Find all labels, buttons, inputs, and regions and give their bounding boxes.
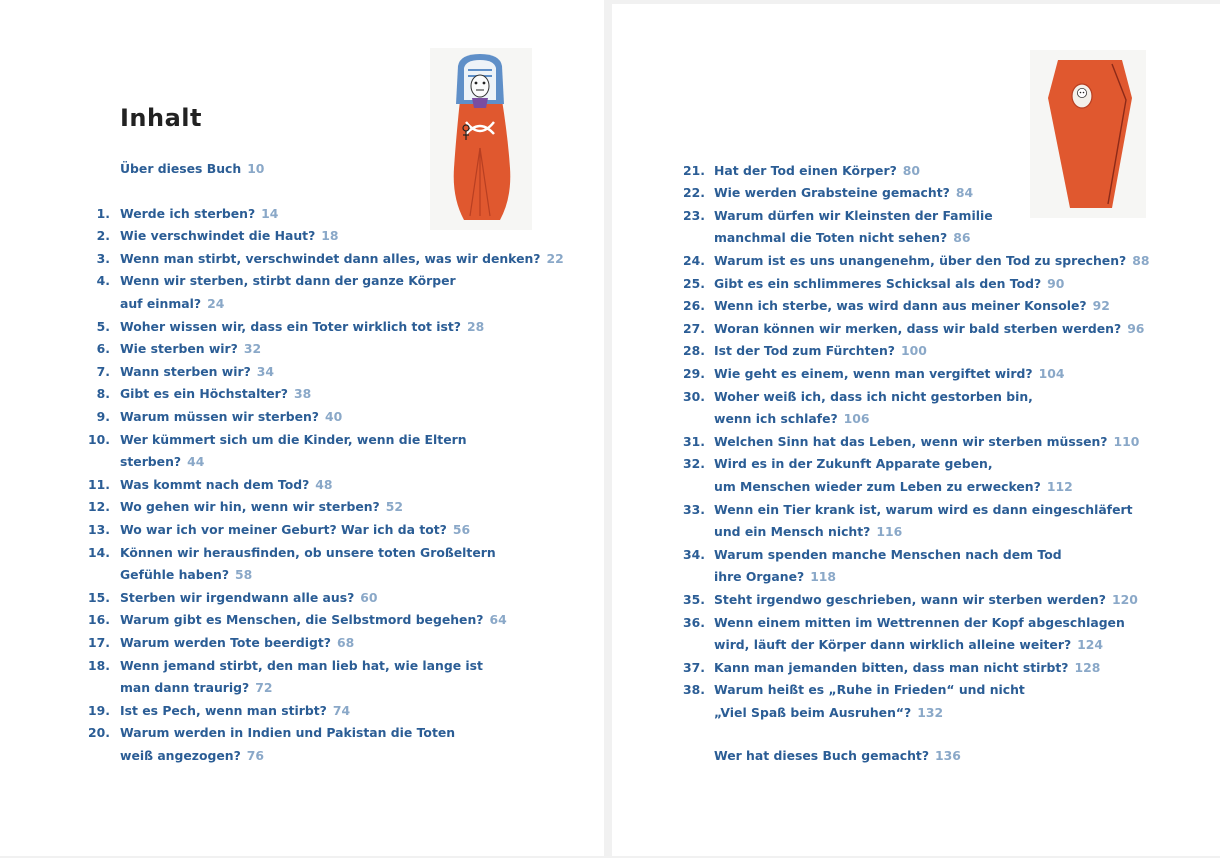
entry-text: Was kommt nach dem Tod?: [120, 476, 310, 492]
page-number: 44: [187, 454, 205, 470]
page-number: 80: [902, 162, 921, 178]
entry-number: 7.: [96, 363, 110, 379]
entry-number: 3.: [96, 250, 110, 266]
contents-entry[interactable]: [675, 499, 1133, 544]
entry-text: Hat der Tod einen Körper?: [714, 162, 897, 178]
entry-number: 16.: [88, 612, 110, 628]
page-number: 76: [246, 747, 265, 763]
entry-text: Gibt es ein schlimmeres Schicksal als den Tod?: [714, 275, 1042, 291]
contents-entry[interactable]: [80, 225, 339, 248]
page-number: 124: [1077, 637, 1104, 653]
entry-text: Wird es in der Zukunft Apparate geben,: [714, 456, 993, 472]
entry-text: Wie werden Grabsteine gemacht?: [714, 185, 950, 201]
contents-entry[interactable]: [80, 338, 261, 361]
page-number: 24: [207, 295, 225, 311]
entry-number: 23.: [683, 207, 705, 223]
entry-text: wenn ich schlafe?: [714, 411, 838, 427]
page-number: 106: [843, 411, 870, 427]
contents-entry[interactable]: [80, 383, 311, 406]
contents-entry[interactable]: [675, 657, 1100, 680]
entry-number: 13.: [88, 521, 110, 537]
contents-entry[interactable]: [675, 273, 1064, 296]
entry-text: Kann man jemanden bitten, dass man nicht stirbt?: [714, 659, 1069, 675]
entry-text: Warum heißt es „Ruhe in Frieden“ und nicht: [714, 682, 1025, 698]
entry-text: ihre Organe?: [714, 569, 805, 585]
entry-number: 25.: [683, 275, 705, 291]
contents-entry[interactable]: [675, 205, 993, 250]
entry-text: „Viel Spaß beim Ausruhen“?: [714, 704, 912, 720]
page-number: 64: [489, 612, 507, 628]
entry-number: 4.: [96, 273, 110, 289]
entry-text: Warum gibt es Menschen, die Selbstmord begehen?: [120, 612, 484, 628]
entry-text: Ist es Pech, wenn man stirbt?: [120, 702, 327, 718]
right-page: [612, 4, 1220, 856]
entry-text: Wenn man stirbt, verschwindet dann alles, was wir denken?: [120, 250, 541, 266]
page-number: 136: [935, 748, 961, 763]
contents-entry[interactable]: [80, 587, 378, 610]
entry-number: 30.: [683, 388, 705, 404]
page-number: 72: [255, 680, 273, 696]
entry-number: 14.: [88, 544, 110, 560]
entry-text: Wann sterben wir?: [120, 363, 251, 379]
entry-number: 33.: [683, 501, 705, 517]
page-number: 128: [1074, 659, 1101, 675]
entry-text: Wenn jemand stirbt, den man lieb hat, wie lange ist: [120, 657, 483, 673]
page-number: 38: [293, 386, 312, 402]
page-number: 118: [810, 569, 837, 585]
entry-number: 6.: [96, 341, 110, 357]
contents-entry[interactable]: [80, 270, 456, 315]
contents-entry[interactable]: [80, 542, 496, 587]
page-number: 116: [876, 524, 903, 540]
contents-entry[interactable]: [80, 632, 354, 655]
contents-entry-intro[interactable]: [120, 158, 264, 181]
page-number: 112: [1046, 478, 1073, 494]
entry-number: 11.: [88, 476, 110, 492]
entry-text: Wenn wir sterben, stirbt dann der ganze Körper: [120, 273, 456, 289]
entry-text: man dann traurig?: [120, 680, 250, 696]
contents-entry[interactable]: [80, 474, 333, 497]
entry-number: 20.: [88, 725, 110, 741]
entry-number: 31.: [683, 433, 705, 449]
entry-text: Wenn ein Tier krank ist, warum wird es dann eingeschläfert: [714, 501, 1133, 517]
entry-number: 35.: [683, 591, 705, 607]
contents-entry[interactable]: [675, 182, 973, 205]
entry-text: Wie geht es einem, wenn man vergiftet wird?: [714, 365, 1033, 381]
entry-number: 27.: [683, 320, 705, 336]
contents-entry[interactable]: [675, 363, 1064, 386]
entry-number: 26.: [683, 298, 705, 314]
contents-entry[interactable]: [80, 655, 483, 700]
page-number: 40: [324, 408, 343, 424]
page-number: 56: [452, 521, 471, 537]
contents-entry[interactable]: [675, 295, 1110, 318]
entry-text: Warum ist es uns unangenehm, über den Tod zu sprechen?: [714, 252, 1127, 268]
page-number: 100: [900, 343, 927, 359]
entry-text: Ist der Tod zum Fürchten?: [714, 343, 895, 359]
entry-text: Warum dürfen wir Kleinsten der Familie: [714, 207, 993, 223]
contents-entry[interactable]: [80, 609, 507, 632]
page-number: 58: [235, 567, 253, 583]
page-number: 120: [1111, 591, 1138, 607]
entry-text: Über dieses Buch: [120, 161, 242, 176]
coffin-icon: [1030, 50, 1146, 218]
entry-text: Warum werden Tote beerdigt?: [120, 634, 331, 650]
contents-entry[interactable]: [80, 496, 403, 519]
mummy-sarcophagus-icon: [430, 48, 532, 230]
entry-text: Warum spenden manche Menschen nach dem Tod: [714, 546, 1062, 562]
contents-entry[interactable]: [675, 431, 1139, 454]
entry-text: um Menschen wieder zum Leben zu erwecken?: [714, 478, 1041, 494]
page-number: 96: [1127, 320, 1145, 336]
contents-title: Inhalt: [120, 104, 202, 132]
entry-text: Welchen Sinn hat das Leben, wenn wir sterben müssen?: [714, 433, 1108, 449]
entry-text: Gibt es ein Höchstalter?: [120, 386, 288, 402]
entry-text: Wo war ich vor meiner Geburt? War ich da tot?: [120, 521, 447, 537]
entry-number: 28.: [683, 343, 705, 359]
entry-text: Warum werden in Indien und Pakistan die Toten: [120, 725, 456, 741]
entry-text: Woher wissen wir, dass ein Toter wirklich tot ist?: [120, 318, 461, 334]
contents-entry[interactable]: [80, 361, 274, 384]
entry-number: 12.: [88, 499, 110, 515]
entry-text: Wie sterben wir?: [120, 341, 238, 357]
entry-number: 1.: [96, 205, 110, 221]
entry-text: Wenn einem mitten im Wettrennen der Kopf abgeschlagen: [714, 614, 1125, 630]
entry-text: Woher weiß ich, dass ich nicht gestorben bin,: [714, 388, 1033, 404]
entry-number: 10.: [88, 431, 110, 447]
page-number: 34: [256, 363, 275, 379]
entry-number: 36.: [683, 614, 705, 630]
page-number: 18: [321, 228, 339, 244]
entry-number: 18.: [88, 657, 110, 673]
entry-number: 38.: [683, 682, 705, 698]
contents-entry[interactable]: [80, 722, 455, 767]
entry-text: Wie verschwindet die Haut?: [120, 228, 316, 244]
entry-number: 22.: [683, 185, 705, 201]
entry-number: 32.: [683, 456, 705, 472]
page-number: 32: [243, 341, 262, 357]
page-number: 90: [1047, 275, 1065, 291]
entry-text: Werde ich sterben?: [120, 205, 256, 221]
contents-entry[interactable]: [80, 203, 278, 226]
contents-entry[interactable]: [675, 318, 1144, 341]
contents-entry[interactable]: [675, 386, 1033, 431]
contents-entry[interactable]: [675, 453, 1073, 498]
entry-text: Wer hat dieses Buch gemacht?: [714, 748, 930, 763]
page-number: 68: [336, 634, 355, 650]
entry-number: 21.: [683, 162, 705, 178]
page-number: 28: [466, 318, 485, 334]
entry-text: Sterben wir irgendwann alle aus?: [120, 589, 355, 605]
contents-entry[interactable]: [80, 248, 564, 271]
entry-number: 24.: [683, 252, 705, 268]
contents-entry[interactable]: [675, 612, 1125, 657]
entry-number: 34.: [683, 546, 705, 562]
contents-entry[interactable]: [675, 679, 1025, 724]
contents-entry[interactable]: [80, 316, 484, 339]
entry-text: Gefühle haben?: [120, 567, 230, 583]
page-number: 10: [247, 161, 265, 176]
entry-text: manchmal die Toten nicht sehen?: [714, 230, 948, 246]
page-number: 52: [385, 499, 403, 515]
page-number: 92: [1092, 298, 1110, 314]
entry-number: 5.: [96, 318, 110, 334]
page-number: 22: [546, 250, 564, 266]
contents-entry[interactable]: [80, 519, 470, 542]
entry-text: Wer kümmert sich um die Kinder, wenn die Eltern: [120, 431, 467, 447]
entry-number: 8.: [96, 386, 110, 402]
contents-entry[interactable]: [675, 250, 1149, 273]
contents-entry[interactable]: [675, 160, 920, 183]
entry-text: Wenn ich sterbe, was wird dann aus meiner Konsole?: [714, 298, 1087, 314]
contents-entry[interactable]: [80, 700, 350, 723]
contents-entry[interactable]: [675, 340, 927, 363]
entry-text: auf einmal?: [120, 295, 202, 311]
entry-text: Woran können wir merken, dass wir bald sterben werden?: [714, 320, 1122, 336]
page-number: 104: [1038, 365, 1065, 381]
page-number: 84: [955, 185, 974, 201]
contents-entry[interactable]: [675, 589, 1138, 612]
entry-number: 15.: [88, 589, 110, 605]
page-number: 14: [261, 205, 279, 221]
entry-text: Warum müssen wir sterben?: [120, 408, 319, 424]
page-number: 110: [1113, 433, 1140, 449]
contents-entry-outro[interactable]: [714, 745, 961, 768]
entry-number: 29.: [683, 365, 705, 381]
page-number: 74: [332, 702, 351, 718]
entry-number: 2.: [96, 228, 110, 244]
entry-number: 17.: [88, 634, 110, 650]
entry-number: 19.: [88, 702, 110, 718]
page-number: 132: [917, 704, 944, 720]
contents-entry[interactable]: [80, 429, 467, 474]
contents-entry[interactable]: [80, 406, 342, 429]
entry-text: wird, läuft der Körper dann wirklich alleine weiter?: [714, 637, 1072, 653]
entry-text: Steht irgendwo geschrieben, wann wir sterben werden?: [714, 591, 1106, 607]
entry-number: 37.: [683, 659, 705, 675]
entry-text: Wo gehen wir hin, wenn wir sterben?: [120, 499, 380, 515]
entry-text: und ein Mensch nicht?: [714, 524, 871, 540]
left-page: [0, 0, 604, 856]
entry-text: weiß angezogen?: [120, 747, 241, 763]
page-number: 88: [1132, 252, 1150, 268]
page-number: 86: [953, 230, 971, 246]
page-number: 48: [315, 476, 333, 492]
entry-text: Können wir herausfinden, ob unsere toten Großeltern: [120, 544, 496, 560]
entry-number: 9.: [96, 408, 110, 424]
page-number: 60: [360, 589, 378, 605]
contents-entry[interactable]: [675, 544, 1062, 589]
entry-text: sterben?: [120, 454, 182, 470]
